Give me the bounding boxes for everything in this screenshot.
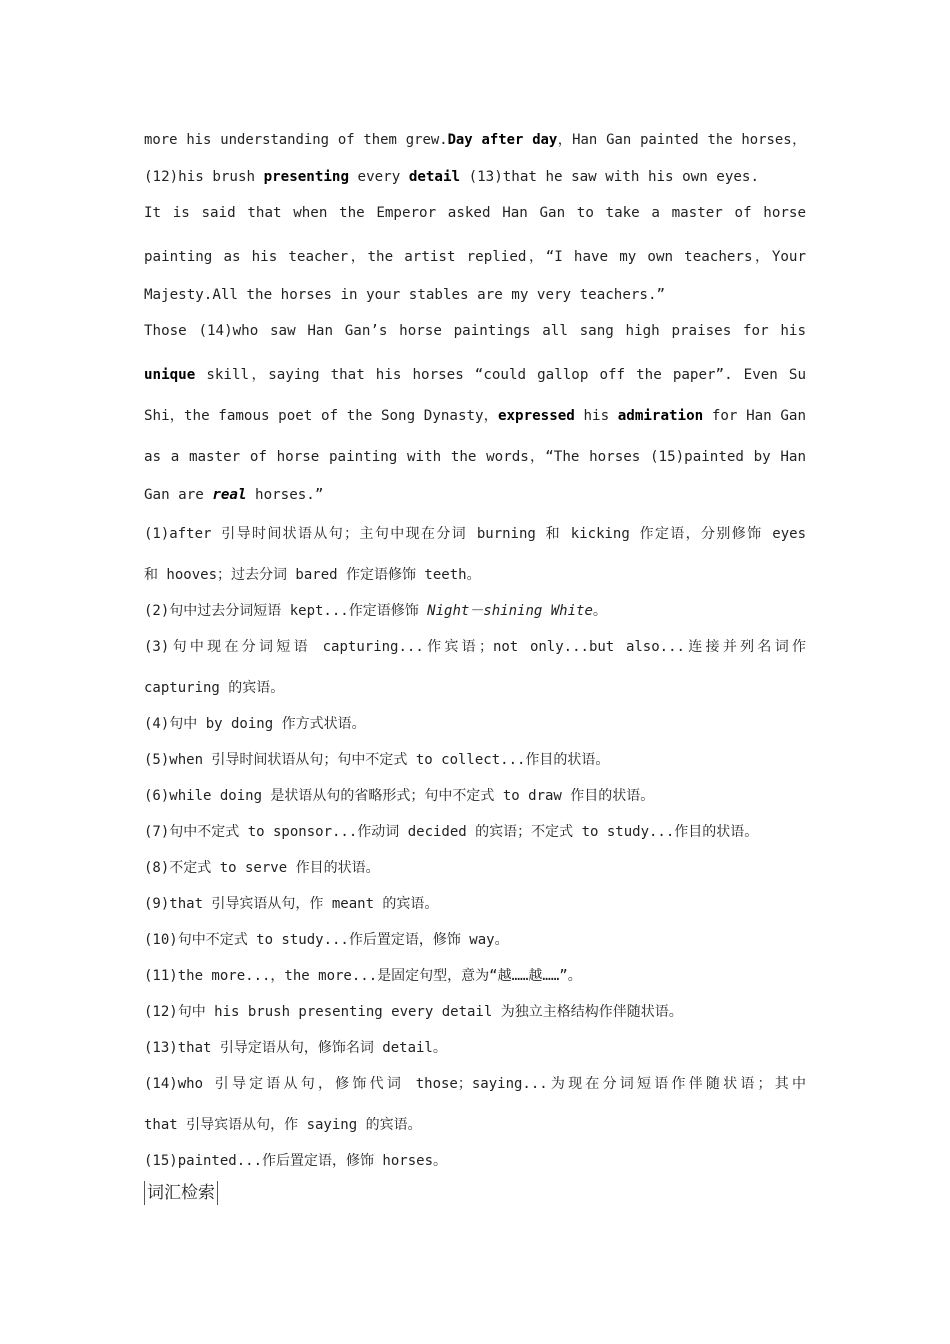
note-line: (5)when 引导时间状语从句；句中不定式 to collect...作目的状语。 (144, 752, 610, 768)
bold-italic-term: real (212, 487, 247, 503)
note-line: (4)句中 by doing 作方式状语。 (144, 716, 366, 732)
bold-term: presenting (263, 169, 350, 185)
text: his (574, 408, 618, 424)
note-line: (10)句中不定式 to study...作后置定语，修饰 way。 (144, 932, 509, 948)
text: (13)that he saw with his own eyes. (460, 169, 760, 185)
text: horses.” (246, 487, 324, 503)
passage-line: painting as his teacher，the artist replied，“I have my own teachers，Your (144, 249, 806, 265)
text: Shi，the famous poet of the Song Dynasty， (144, 408, 498, 424)
bold-term: expressed (497, 408, 575, 424)
text: skill，saying that his horses “could gallop off the paper”. Even Su (195, 367, 806, 383)
passage-line: Majesty.All the horses in your stables are my very teachers.” (144, 287, 666, 303)
bold-term: admiration (617, 408, 704, 424)
note-line: (1)after 引导时间状语从句；主句中现在分词 burning 和 kicking 作定语，分别修饰 eyes (144, 526, 806, 542)
text: every (349, 169, 409, 185)
note-line: (6)while doing 是状语从句的省略形式；句中不定式 to draw 作目的状语。 (144, 788, 655, 804)
text: (12)his brush (144, 169, 264, 185)
note-line: capturing 的宾语。 (144, 680, 285, 696)
text: ，Han Gan painted the horses， (557, 132, 806, 148)
note-line: (9)that 引导宾语从句，作 meant 的宾语。 (144, 896, 439, 912)
passage-line (144, 364, 806, 384)
passage-line (144, 128, 806, 148)
note-line: (3)句中现在分词短语 capturing...作宾语；not only...but also...连接并列名词作 (144, 639, 806, 655)
note-line: (8)不定式 to serve 作目的状语。 (144, 860, 380, 876)
note-line (144, 600, 806, 620)
text: for Han Gan (703, 408, 806, 424)
note-line: (14)who 引导定语从句，修饰代词 those；saying...为现在分词短语作伴随状语；其中 (144, 1076, 806, 1092)
note-line: (11)the more...，the more...是固定句型，意为“越……越……”。 (144, 968, 582, 984)
note-line: 和 hooves；过去分词 bared 作定语修饰 teeth。 (144, 567, 481, 583)
italic-term: Night－shining White (427, 603, 593, 619)
passage-line: as a master of horse painting with the words，“The horses (15)painted by Han (144, 449, 806, 465)
passage-line: Those (14)who saw Han Gan’s horse paintings all sang high praises for his (144, 323, 806, 339)
text: (2)句中过去分词短语 kept...作定语修饰 (144, 603, 428, 619)
text: 。 (592, 603, 607, 619)
note-line: (13)that 引导定语从句，修饰名词 detail。 (144, 1040, 447, 1056)
note-line: (7)句中不定式 to sponsor...作动词 decided 的宾语；不定式 to study...作目的状语。 (144, 824, 759, 840)
note-line: that 引导宾语从句，作 saying 的宾语。 (144, 1117, 422, 1133)
bold-term: detail (408, 169, 461, 185)
bold-term: unique (144, 367, 196, 383)
text: more his understanding of them grew. (144, 132, 448, 148)
passage-line: It is said that when the Emperor asked Han Gan to take a master of horse (144, 205, 806, 221)
bold-term: Day after day (447, 132, 558, 148)
section-title: 词汇检索 (144, 1181, 218, 1205)
note-line: (12)句中 his brush presenting every detail 为独立主格结构作伴随状语。 (144, 1004, 683, 1020)
note-line: (15)painted...作后置定语，修饰 horses。 (144, 1153, 448, 1169)
passage-line (144, 487, 806, 503)
passage-line (144, 169, 806, 185)
passage-line (144, 405, 806, 425)
text: Gan are (144, 487, 213, 503)
